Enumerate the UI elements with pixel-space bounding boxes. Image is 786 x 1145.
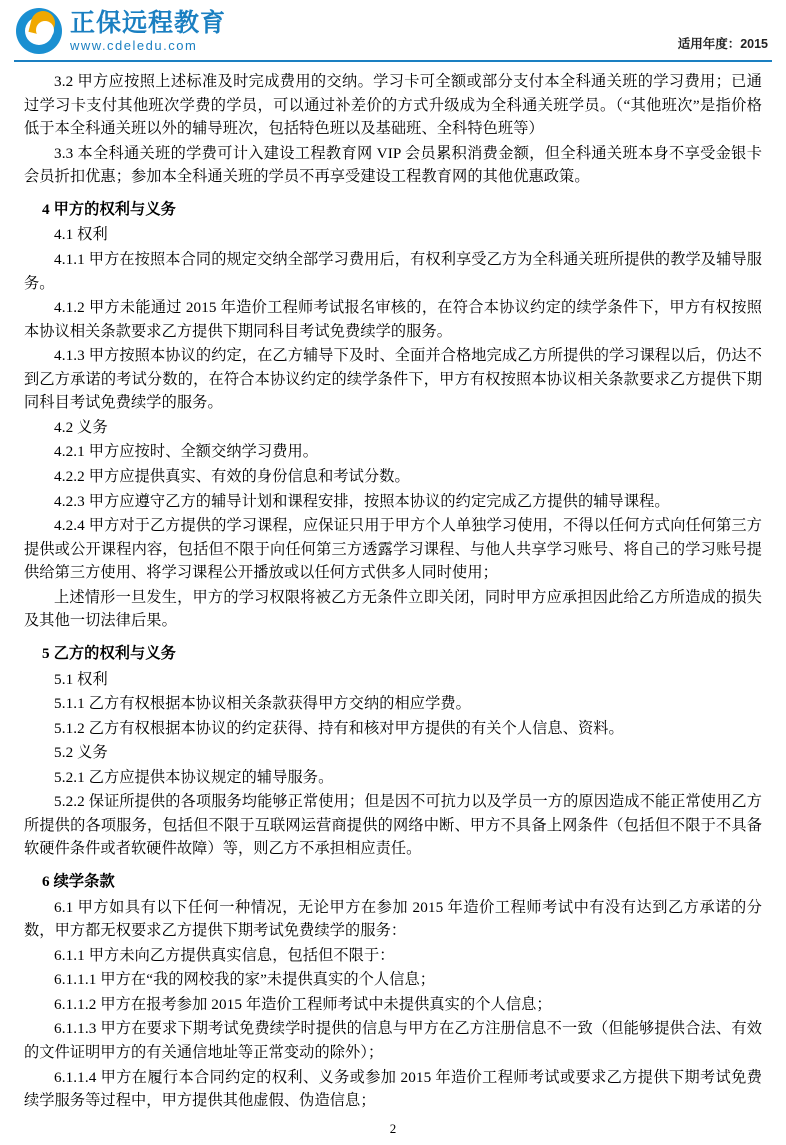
paragraph-p_6_1: 6.1 甲方如具有以下任何一种情况，无论甲方在参加 2015 年造价工程师考试中有没有达到乙方承诺的分数，甲方都无权要求乙方提供下期考试免费续学的服务：: [24, 898, 762, 940]
paragraph-p_6_1_1_4: 6.1.1.4 甲方在履行本合同约定的权利、义务或参加 2015 年造价工程师考试或要求乙方提供下期考试免费续学服务等过程中，甲方提供其他虚假、伪造信息；: [24, 1068, 762, 1110]
brand-text: [70, 10, 226, 53]
paragraph-h_4_2: 4.2 义务: [54, 418, 108, 436]
paragraph-h_5: 5 乙方的权利与义务: [42, 644, 176, 662]
paragraph-p_4_2_4: 4.2.4 甲方对于乙方提供的学习课程，应保证只用于甲方个人单独学习使用，不得以任何方式向任何第三方提供或公开课程内容，包括但不限于向任何第三方透露学习课程、与他人共享学习账号、将自己的学习账号提供给第三方使用、将学习课程公开播放或以任何方式供多人同时使用；: [24, 517, 762, 582]
paragraph-p_4_2_1: 4.2.1 甲方应按时、全额交纳学习费用。: [54, 443, 319, 461]
paragraph-h_4: 4 甲方的权利与义务: [42, 200, 176, 218]
paragraph-p_4_1_2: 4.1.2 甲方未能通过 2015 年造价工程师考试报名审核的，在符合本协议约定的续学条件下，甲方有权按照本协议相关条款要求乙方提供下期同科目考试免费续学的服务。: [24, 299, 762, 340]
paragraph-p_6_1_1_2: 6.1.1.2 甲方在报考参加 2015 年造价工程师考试中未提供真实的个人信息；: [54, 995, 552, 1013]
brand-url: www.cdeledu.com: [70, 37, 198, 53]
paragraph-p_4_2_4_note: 上述情形一旦发生，甲方的学习权限将被乙方无条件立即关闭，同时甲方应承担因此给乙方所造成的损失及其他一切法律后果。: [24, 588, 762, 630]
page-number: 2: [389, 1121, 397, 1136]
brand-name: 正保远程教育: [70, 8, 227, 37]
paragraph-p_5_1_2: 5.1.2 乙方有权根据本协议的约定获得、持有和核对甲方提供的有关个人信息、资料。: [54, 719, 624, 737]
paragraph-p_4_2_2: 4.2.2 甲方应提供真实、有效的身份信息和考试分数。: [54, 468, 410, 485]
paragraph-p_4_1_1: 4.1.1 甲方在按照本合同的规定交纳全部学习费用后，有权利享受乙方为全科通关班所提供的教学及辅导服务。: [24, 250, 762, 292]
applicable-year-label: 适用年度：2015: [677, 37, 768, 51]
paragraph-p_5_2_1: 5.2.1 乙方应提供本协议规定的辅导服务。: [54, 768, 334, 786]
paragraph-h_5_1: 5.1 权利: [54, 670, 108, 688]
paragraph-p_4_2_3: 4.2.3 甲方应遵守乙方的辅导计划和课程安排，按照本协议的约定完成乙方提供的辅导课程。: [54, 492, 670, 510]
circle-swoosh-logo-icon: [16, 8, 62, 54]
paragraph-h_6: 6 续学条款: [42, 873, 115, 890]
paragraph-p_3_3: 3.3 本全科通关班的学费可计入建设工程教育网 VIP 会员累积消费金额，但全科通关班本身不享受金银卡会员折扣优惠；参加本全科通关班的学员不再享受建设工程教育网的其他优惠政策。: [24, 144, 762, 186]
paragraph-p_6_1_1: 6.1.1 甲方未向乙方提供真实信息，包括但不限于：: [54, 946, 395, 964]
header-divider: [14, 60, 772, 62]
paragraph-p_3_2: 3.2 甲方应按照上述标准及时完成费用的交纳。学习卡可全额或部分支付本全科通关班的学习费用；已通过学习卡支付其他班次学费的学员，可以通过补差价的方式升级成为全科通关班学员。（“其他班次”是指价格低于本全科通关班以外的辅导班次，包括特色班以及基础班、全科特色班等）: [24, 73, 762, 138]
page-header: [0, 0, 786, 62]
document-body: [0, 62, 786, 1113]
paragraph-h_5_2: 5.2 义务: [54, 744, 108, 762]
paragraph-p_5_1_1: 5.1.1 乙方有权根据本协议相关条款获得甲方交纳的相应学费。: [54, 695, 471, 713]
paragraph-p_6_1_1_3: 6.1.1.3 甲方在要求下期考试免费续学时提供的信息与甲方在乙方注册信息不一致（但能够提供合法、有效的文件证明甲方的有关通信地址等正常变动的除外）；: [24, 1020, 762, 1061]
paragraph-h_4_1: 4.1 权利: [54, 226, 108, 244]
paragraph-p_6_1_1_1: 6.1.1.1 甲方在“我的网校我的家”未提供真实的个人信息；: [54, 971, 436, 989]
brand-logo: [16, 8, 226, 54]
paragraph-p_4_1_3: 4.1.3 甲方按照本协议的约定，在乙方辅导下及时、全面并合格地完成乙方所提供的学习课程以后，仍达不到乙方承诺的考试分数的，在符合本协议约定的续学条件下，甲方有权按照本协议相关条款要求乙方提供下期同科目考试免费续学的服务。: [24, 347, 762, 412]
paragraph-p_5_2_2: 5.2.2 保证所提供的各项服务均能够正常使用；但是因不可抗力以及学员一方的原因造成不能正常使用乙方所提供的各项服务，包括但不限于互联网运营商提供的网络中断、甲方不具备上网条件（包括但不限于不具备软硬件条件或者软硬件故障）等，则乙方不承担相应责任。: [24, 793, 762, 858]
